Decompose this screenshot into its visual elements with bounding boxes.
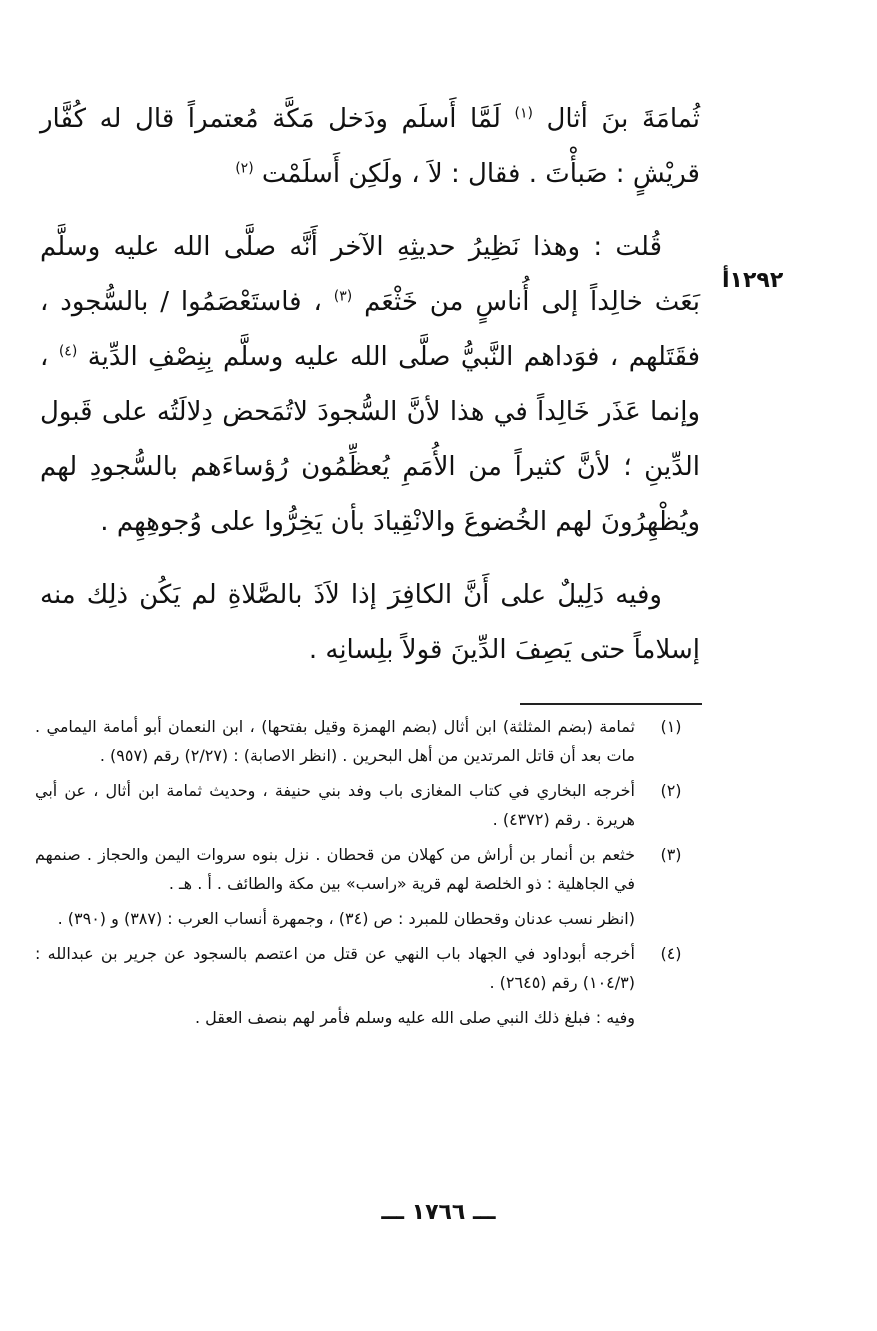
footnotes xyxy=(35,712,707,1038)
footnote-ref-4[interactable]: (٤) xyxy=(58,343,78,360)
paragraph-2 xyxy=(40,220,700,550)
footnote-number: (١) xyxy=(660,717,682,736)
paragraph-2-text-c: ، وإنما عَذَر خَالِداً في هذا لأنَّ السُّجودَ لاتُمَحض دِلالَتُه على قَبول الدِّينِ ؛ لأنَّ كثيراً من الأُمَمِ يُعظِّمُون رُؤساءَهم بالسُّجودِ لهم ويُظْهِرُونَ لهم الخُضوعَ والانْقِيادَ بأن يَخِرُّوا على وُجوهِهِم . xyxy=(40,342,700,537)
main-text xyxy=(40,92,700,696)
paragraph-2-text-b: ، فاستَعْصَمُوا / بالسُّجود ، فقَتَلهم ، فوَداهم النَّبيُّ صلَّى الله عليه وسلَّم بِنِصْفِ الدِّية xyxy=(40,287,701,372)
footnote-text: أخرجه البخاري في كتاب المغازى باب وفد بني حنيفة ، وحديث ثمامة ابن أثال ، عن أبي هريرة . رقم (٤٣٧٢) . xyxy=(35,781,635,829)
footnote-text: ثمامة (بضم المثلثة) ابن أثال (بضم الهمزة وقيل بفتحها) ، ابن النعمان أبو أمامة اليمامي . مات بعد أن قاتل المرتدين من أهل البحرين . (انظر الاصابة) : (٢/٢٧) رقم (٩٥٧) . xyxy=(35,717,635,765)
footnote-3-continuation: (انظر نسب عدنان وقحطان للمبرد : ص (٣٤) ، وجمهرة أنساب العرب : (٣٨٧) و (٣٩٠) . xyxy=(57,909,635,928)
footnote-3 xyxy=(35,840,707,898)
paragraph-2-text-a: قُلت : وهذا نَظِيرُ حديثِهِ الآخر أَنَّه صلَّى الله عليه وسلَّم بَعَث خالِداً إلى أُناسٍ من خَثْعَم xyxy=(40,232,701,317)
footnote-4-continuation: وفيه : فبلغ ذلك النبي صلى الله عليه وسلم فأمر لهم بنصف العقل . xyxy=(195,1008,635,1027)
footnote-ref-1[interactable]: (١) xyxy=(514,105,533,122)
footnote-1 xyxy=(35,712,707,770)
footnote-number: (٤) xyxy=(660,944,682,963)
footnote-number: (٢) xyxy=(660,781,682,800)
footnote-number: (٣) xyxy=(660,845,682,864)
paragraph-1-text-a: ثُمامَةَ بنَ أثال xyxy=(546,104,701,134)
footnote-4 xyxy=(35,939,707,997)
marginal-folio-number: ١٢٩٢أ xyxy=(722,268,784,293)
page-number: ـــ ١٧٦٦ ـــ xyxy=(381,1200,496,1225)
footnote-text: خثعم بن أنمار بن أراش من كهلان من قحطان . نزل بنوه سروات اليمن والحجاز . صنمهم في الجاهلية : ذو الخلصة لهم قرية «راسب» بين مكة والطائف . أ . هـ . xyxy=(35,845,635,893)
footnote-separator xyxy=(520,703,702,705)
footnote-2 xyxy=(35,776,707,834)
paragraph-1-text-b: لَمَّا أَسلَم ودَخل مَكَّة مُعتمراً قال له كُفَّار قريْشٍ : صَبأْتَ . فقال : لاَ ، ولَكِن أَسلَمْت xyxy=(40,104,700,189)
paragraph-1 xyxy=(40,92,700,202)
paragraph-3: وفيه دَلِيلٌ على أَنَّ الكافِرَ إذا لاَذَ بالصَّلاةِ لم يَكُن ذلِك منه إسلاماً حتى يَصِفَ الدِّينَ قولاً بلِسانِه . xyxy=(40,580,700,665)
footnote-text: أخرجه أبوداود في الجهاد باب النهي عن قتل من اعتصم بالسجود عن جرير بن عبدالله : (١٠٤/٣) رقم (٢٦٤٥) . xyxy=(35,944,635,992)
footnote-ref-3[interactable]: (٣) xyxy=(333,288,353,305)
footnote-ref-2[interactable]: (٢) xyxy=(235,160,254,177)
